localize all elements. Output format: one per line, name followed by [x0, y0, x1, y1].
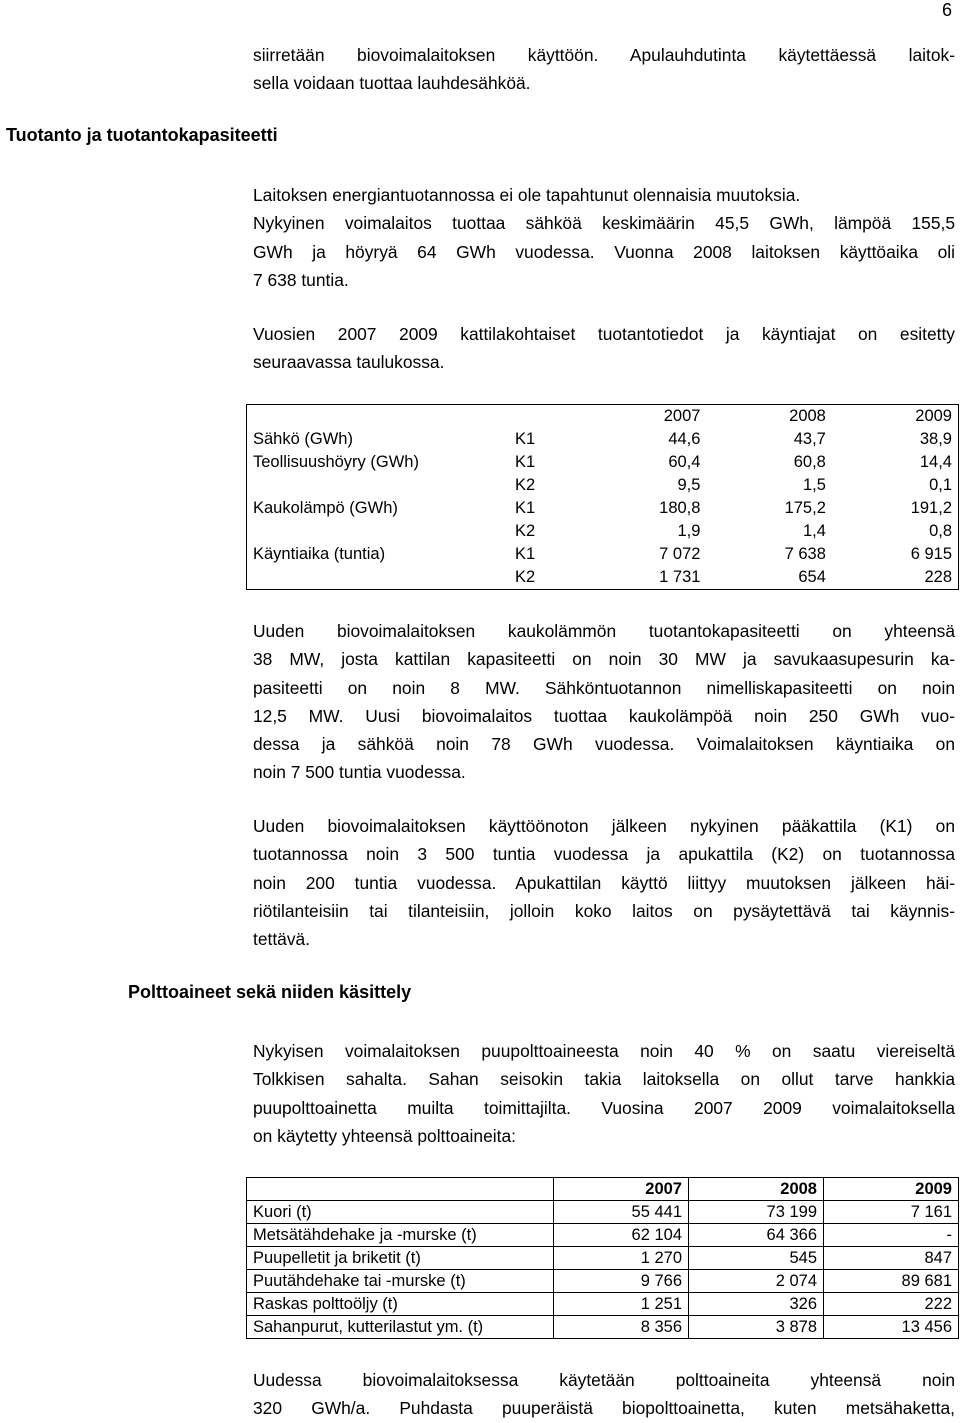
cell-value: 60,4: [668, 453, 701, 471]
fuel-table: [246, 1177, 959, 1339]
cell-value: 175,2: [784, 499, 826, 517]
production-table: [246, 404, 959, 590]
year-header: 2007: [663, 407, 701, 425]
text-line: 38 MW, josta kattilan kapasiteetti on noin 30 MW ja savukaasupesurin ka-: [253, 649, 955, 670]
text-line: 7 638 tuntia.: [253, 269, 349, 290]
row-label: Teollisuushöyry (GWh): [253, 453, 419, 471]
text-line: tettävä.: [253, 929, 311, 950]
table-row: [247, 1293, 959, 1316]
commissioning-paragraph: [253, 812, 955, 953]
table-row: [247, 428, 959, 451]
section-heading-production: Tuotanto ja tuotantokapasiteetti: [6, 125, 278, 145]
year-header: 2009: [824, 1178, 959, 1201]
cell-value: 0,1: [929, 476, 952, 494]
boiler-label: K1: [515, 545, 536, 563]
text-line: siirretään biovoimalaitoksen käyttöön. Apulauhdutinta käytettäessä laitok-: [253, 45, 955, 65]
cell-value: 64 366: [689, 1224, 824, 1247]
text-line: on käytetty yhteensä polttoaineita:: [253, 1125, 516, 1146]
text-line: puupolttoainetta muilta toimittajilta. Vuosina 2007 2009 voimalaitoksella: [253, 1097, 955, 1118]
row-label: Raskas polttoöljy (t): [247, 1293, 554, 1316]
row-label: Kuori (t): [247, 1201, 554, 1224]
year-header: 2008: [789, 407, 826, 425]
cell-value: 9,5: [677, 476, 701, 494]
row-label: [247, 474, 510, 497]
cell-value: 38,9: [919, 430, 952, 448]
cell-value: 180,8: [659, 499, 701, 517]
cell-value: 6 915: [910, 545, 952, 563]
row-label: Käyntiaika (tuntia): [253, 545, 386, 563]
cell-value: 73 199: [689, 1201, 824, 1224]
boiler-label: K1: [515, 453, 536, 471]
text-line: tuotannossa noin 3 500 tuntia vuodessa ja apukattila (K2) on tuotannossa: [253, 844, 955, 865]
row-label: Sahanpurut, kutterilastut ym. (t): [247, 1316, 554, 1339]
table-row: [247, 1270, 959, 1293]
boiler-label: K2: [515, 522, 536, 540]
text-line: 320 GWh/a. Puhdasta puuperäistä biopolttoainetta, kuten metsähaketta,: [253, 1398, 955, 1419]
text-line: noin 7 500 tuntia vuodessa.: [253, 762, 466, 783]
text-line: GWh ja höyryä 64 GWh vuodessa. Vuonna 2008 laitoksen käyttöaika oli: [253, 241, 955, 262]
cell-value: 14,4: [919, 453, 952, 471]
cell-value: 0,8: [929, 522, 952, 540]
cell-value: 1,4: [802, 522, 826, 540]
boiler-label: K2: [515, 568, 536, 586]
cell-value: 1 731: [659, 568, 701, 586]
boiler-label: K1: [515, 499, 536, 517]
boiler-label: K2: [515, 476, 536, 494]
text-line: Nykyinen voimalaitos tuottaa sähköä keskimäärin 45,5 GWh, lämpöä 155,5: [253, 213, 955, 234]
new-fuels-paragraph: [253, 1366, 955, 1423]
row-label: Puutähdehake tai -murske (t): [247, 1270, 554, 1293]
cell-value: 191,2: [910, 499, 952, 517]
cell-value: 89 681: [824, 1270, 959, 1293]
year-header: 2007: [554, 1178, 689, 1201]
cell-value: 228: [924, 568, 952, 586]
text-line: Uudessa biovoimalaitoksessa käytetään polttoaineita yhteensä noin: [253, 1370, 955, 1390]
text-line: Nykyisen voimalaitoksen puupolttoaineesta noin 40 % on saatu viereiseltä: [253, 1041, 955, 1061]
fuels-paragraph: [253, 1037, 955, 1150]
table-row: [247, 520, 959, 543]
cell-value: 8 356: [554, 1316, 689, 1339]
text-line: Laitoksen energiantuotannossa ei ole tapahtunut olennaisia muutoksia.: [253, 185, 801, 205]
cell-value: 13 456: [824, 1316, 959, 1339]
text-line: riötilanteisiin tai tilanteisiin, jolloin koko laitos on pysäytettävä tai käynnis-: [253, 900, 955, 921]
cell-value: 9 766: [554, 1270, 689, 1293]
table-row: [247, 543, 959, 566]
cell-value: 1,9: [677, 522, 701, 540]
cell-value: -: [824, 1224, 959, 1247]
table-header-row: [247, 405, 959, 429]
row-label: [247, 520, 510, 543]
boiler-label: K1: [515, 430, 536, 448]
cell-value: 7 161: [824, 1201, 959, 1224]
table-row: [247, 1201, 959, 1224]
table-row: [247, 1247, 959, 1270]
cell-value: 3 878: [689, 1316, 824, 1339]
cell-value: 1 270: [554, 1247, 689, 1270]
intro-paragraph: [253, 41, 955, 98]
table-row: [247, 1316, 959, 1339]
row-label: Metsätähdehake ja -murske (t): [247, 1224, 554, 1247]
text-line: Uuden biovoimalaitoksen käyttöönoton jälkeen nykyinen pääkattila (K1) on: [253, 816, 955, 836]
text-line: Vuosien 2007 2009 kattilakohtaiset tuotantotiedot ja käyntiajat on esitetty: [253, 324, 955, 344]
cell-value: 60,8: [793, 453, 826, 471]
table-row: [247, 1224, 959, 1247]
table-row: [247, 451, 959, 474]
cell-value: 43,7: [793, 430, 826, 448]
row-label: Kaukolämpö (GWh): [253, 499, 398, 517]
table-row: [247, 566, 959, 590]
text-line: Uuden biovoimalaitoksen kaukolämmön tuotantokapasiteetti on yhteensä: [253, 621, 955, 641]
text-line: seuraavassa taulukossa.: [253, 352, 445, 373]
text-line: pasiteetti on noin 8 MW. Sähköntuotannon nimelliskapasiteetti on noin: [253, 677, 955, 698]
cell-value: 2 074: [689, 1270, 824, 1293]
table-row: [247, 474, 959, 497]
cell-value: 7 638: [784, 545, 826, 563]
year-header: 2008: [689, 1178, 824, 1201]
cell-value: 1 251: [554, 1293, 689, 1316]
row-label: [247, 566, 510, 590]
text-line: noin 200 tuntia vuodessa. Apukattilan käyttö liittyy muutoksen jälkeen häi-: [253, 872, 955, 893]
table-intro-paragraph: [253, 320, 955, 377]
text-line: Tolkkisen sahalta. Sahan seisokin takia laitoksella on ollut tarve hankkia: [253, 1069, 955, 1090]
section-heading-fuels: Polttoaineet sekä niiden käsittely: [128, 982, 412, 1002]
text-line: dessa ja sähköä noin 78 GWh vuodessa. Voimalaitoksen käyntiaika on: [253, 734, 955, 755]
cell-value: 62 104: [554, 1224, 689, 1247]
cell-value: 222: [824, 1293, 959, 1316]
row-label: Puupelletit ja briketit (t): [247, 1247, 554, 1270]
cell-value: 55 441: [554, 1201, 689, 1224]
cell-value: 7 072: [659, 545, 701, 563]
cell-value: 326: [689, 1293, 824, 1316]
energy-production-paragraph: [253, 181, 955, 294]
cell-value: 44,6: [668, 430, 701, 448]
text-line: sella voidaan tuottaa lauhdesähköä.: [253, 73, 531, 94]
year-header: 2009: [915, 407, 952, 425]
cell-value: 847: [824, 1247, 959, 1270]
table-row: [247, 497, 959, 520]
page-number: 6: [941, 0, 952, 20]
capacity-paragraph: [253, 617, 955, 787]
table-header-row: [247, 1178, 959, 1201]
text-line: 12,5 MW. Uusi biovoimalaitos tuottaa kaukolämpöä noin 250 GWh vuo-: [253, 705, 955, 726]
cell-value: 1,5: [802, 476, 826, 494]
cell-value: 654: [798, 568, 826, 586]
cell-value: 545: [689, 1247, 824, 1270]
row-label: Sähkö (GWh): [253, 430, 353, 448]
